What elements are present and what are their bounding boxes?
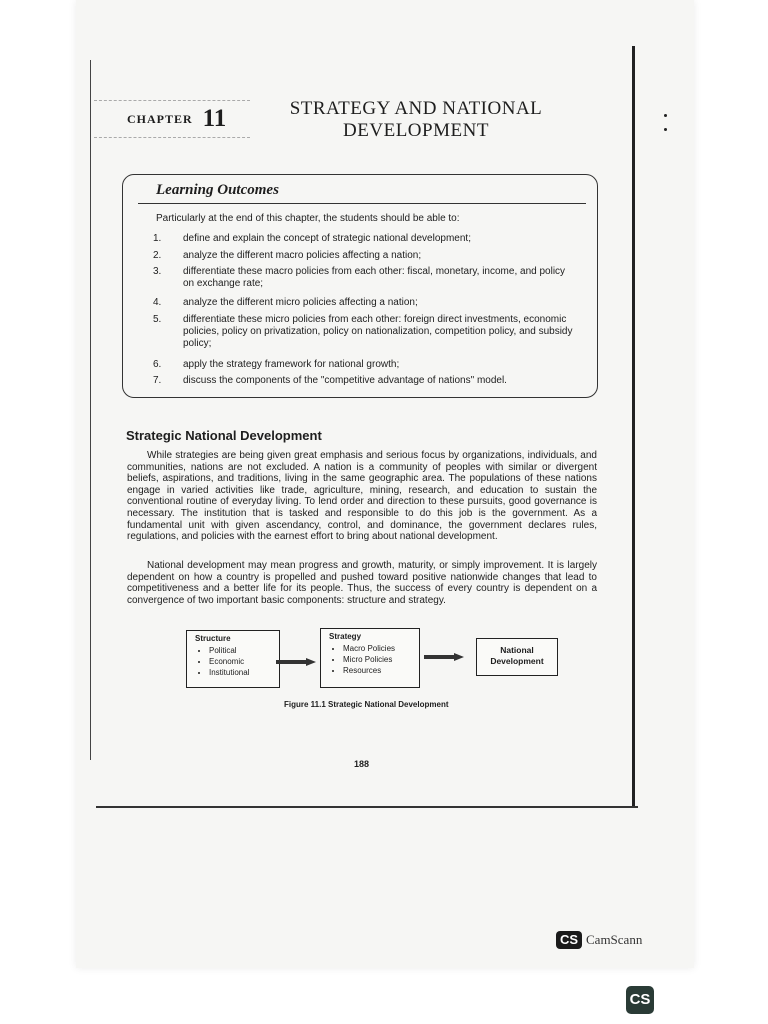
outcome-text: analyze the different micro policies affecting a nation; (183, 297, 418, 308)
outcome-text: define and explain the concept of strategic national development; (183, 233, 471, 244)
structure-list (195, 645, 279, 678)
outcome-text: differentiate these micro policies from each other: foreign direct investments, economic policies, policy on privatization, policy on nationalization, competition policy, and subsidy policy; (183, 314, 573, 349)
outcome-number: 3. (153, 266, 162, 277)
figure-caption: Figure 11.1 Strategic National Development (284, 700, 449, 709)
chapter-number: 11 (202, 105, 227, 132)
structure-item: • Economic (209, 656, 279, 667)
result-line1: National (500, 645, 534, 655)
chapter-title (288, 98, 544, 142)
strategy-box (320, 628, 420, 688)
structure-title: Structure (195, 634, 231, 643)
outcome-number: 6. (153, 359, 162, 370)
outcome-number: 1. (153, 233, 162, 244)
strategy-list (329, 643, 419, 676)
strategy-item: • Micro Policies (343, 654, 419, 665)
outcome-number: 4. (153, 297, 162, 308)
outcome-number: 5. (153, 314, 162, 325)
result-line2: Development (490, 656, 544, 666)
outcome-text: discuss the components of the "competitive advantage of nations" model. (183, 375, 507, 386)
margin-mark (664, 114, 667, 117)
arrow-right-icon (424, 653, 464, 661)
right-border-line (632, 46, 635, 808)
chapter-label: CHAPTER (127, 111, 193, 126)
arrow-right-icon (276, 658, 316, 666)
camscanner-logo-icon: CS (556, 931, 582, 949)
outcome-text: apply the strategy framework for national growth; (183, 359, 400, 370)
chapter-title-line2: DEVELOPMENT (343, 120, 489, 141)
outcome-text: analyze the different macro policies affecting a nation; (183, 250, 422, 261)
learning-outcomes-rule (138, 203, 586, 204)
national-development-box (476, 638, 558, 676)
strategy-title: Strategy (329, 632, 362, 641)
bottom-border-line (96, 806, 638, 808)
strategy-item: • Macro Policies (343, 643, 419, 654)
structure-item: • Political (209, 645, 279, 656)
section-heading: Strategic National Development (126, 428, 322, 443)
structure-item: • Institutional (209, 667, 279, 678)
learning-outcomes-title: Learning Outcomes (156, 182, 279, 198)
outcome-number: 7. (153, 375, 162, 386)
outcome-number: 2. (153, 250, 162, 261)
page-number: 188 (354, 759, 370, 769)
camscanner-corner-logo-icon: CS (626, 986, 654, 1014)
outcome-text: differentiate these macro policies from each other: fiscal, monetary, income, and policy on exchange rate; (183, 266, 566, 289)
camscanner-watermark-text: CamScann (586, 932, 643, 947)
paragraph-2: National development may mean progress and growth, maturity, or simply improvement. It is largely dependent on how a country is propelled and pushed toward positive nationwide changes that lead to competitiveness and a better life for its people. Thus, the success of every country is dependent on a convergence of two important basic components: structure and strategy. (127, 560, 597, 606)
margin-mark (664, 128, 667, 131)
learning-outcomes-intro: Particularly at the end of this chapter, the students should be able to: (156, 213, 460, 224)
paragraph-1: While strategies are being given great emphasis and serious focus by organizations, individuals, and communities, nations are not excluded. A nation is a community of peoples with similar or divergent beliefs, aspirations, and traditions, living in the same geographic area. The populations of these nations engage in varied activities like trade, agriculture, mining, research, and education to sustain the conventional routine of everyday living. To lend order and direction to these pursuits, good governance is necessary. The institution that is tasked and responsible to do this job is the government. As a fundamental unit with given ascendancy, control, and dominance, the government declares rules, regulations, and policies with the earnest effort to bring about national development. (127, 450, 597, 543)
chapter-title-line1: STRATEGY AND NATIONAL (289, 98, 543, 119)
left-border-line (90, 60, 91, 760)
structure-box (186, 630, 280, 688)
chapter-badge (94, 100, 250, 138)
strategy-item: • Resources (343, 665, 419, 676)
